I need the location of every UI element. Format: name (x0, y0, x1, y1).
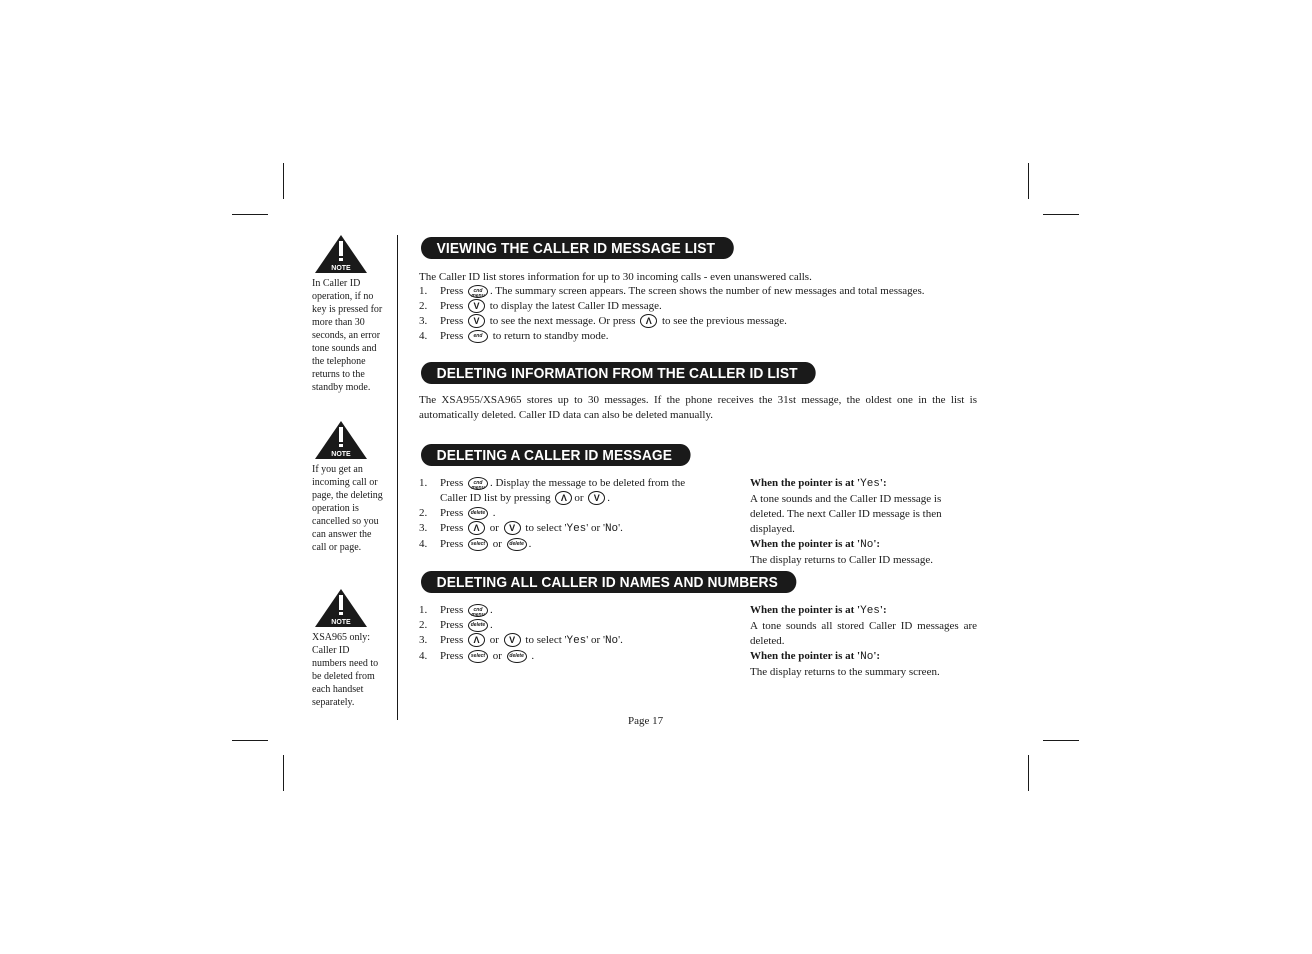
page-number: Page 17 (628, 715, 664, 727)
deleting-info-text: The XSA955/XSA965 stores up to 30 messages. If the phone receives the 31st message, the oldest one in the list is automatically deleted. Caller ID data can also be deleted manually. (419, 394, 977, 421)
warning-triangle-icon (314, 420, 368, 460)
note-label: NOTE (331, 619, 351, 626)
section-heading-deleting-all: DELETING ALL CALLER ID NAMES AND NUMBERS (421, 571, 796, 593)
menu-key-icon: cnd menu (468, 285, 488, 298)
delete-all-steps (419, 603, 719, 664)
note-label: NOTE (331, 451, 351, 458)
crop-mark (283, 163, 284, 199)
yes-label: When the pointer is at 'Yes': (750, 477, 887, 490)
yes-text: A tone sounds and the Caller ID message is deleted. The next Caller ID message is then displayed. (750, 493, 942, 535)
delete-key-icon: delete (468, 507, 488, 520)
list-item: 1. Press cnd menu . (419, 604, 493, 618)
up-arrow-key-icon: Λ (468, 521, 485, 535)
down-arrow-key-icon: V (588, 491, 605, 505)
select-key-icon: select (468, 538, 488, 551)
crop-mark (283, 755, 284, 791)
list-item: 3. Press V to see the next message. Or press Λ to see the previous message. (419, 315, 787, 327)
crop-mark (232, 740, 268, 741)
no-text: The display returns to the summary screen. (750, 666, 940, 678)
note-1 (312, 234, 386, 394)
list-item: 3. Press Λ or V to select 'Yes' or 'No'. (419, 634, 623, 647)
crop-mark (232, 214, 268, 215)
warning-triangle-icon (314, 588, 368, 628)
no-text: The display returns to Caller ID message. (750, 554, 933, 566)
note-label: NOTE (331, 265, 351, 272)
up-arrow-key-icon: Λ (468, 633, 485, 647)
section-heading-deleting-info: DELETING INFORMATION FROM THE CALLER ID LIST (421, 362, 816, 384)
note-text: XSA965 only: Caller ID numbers need to be deleted from each handset separately. (312, 632, 379, 708)
list-item: 4. Press select or delete . (419, 650, 535, 662)
end-key-icon: end (468, 330, 488, 343)
yes-text: A tone sounds all stored Caller ID messages are deleted. (750, 620, 977, 647)
list-item: 4. Press select or delete . (419, 538, 532, 550)
intro-text: The Caller ID list stores information for up to 30 incoming calls - even unanswered calls. (419, 271, 812, 283)
no-label: When the pointer is at 'No': (750, 538, 881, 551)
warning-triangle-icon (314, 234, 368, 274)
down-arrow-key-icon: V (468, 299, 485, 313)
viewing-steps (419, 284, 925, 344)
crop-mark (1043, 214, 1079, 215)
crop-mark (1028, 755, 1029, 791)
list-item: 2. Press delete . (419, 619, 493, 631)
section-heading-viewing: VIEWING THE CALLER ID MESSAGE LIST (421, 237, 733, 259)
menu-key-icon: cnd menu (468, 604, 488, 617)
list-item: 3. Press Λ or V to select 'Yes' or 'No'. (419, 522, 623, 535)
yes-label: When the pointer is at 'Yes': (750, 604, 887, 617)
note-2 (312, 420, 386, 554)
note-3 (312, 588, 386, 709)
delete-message-steps (419, 476, 719, 552)
list-item: 1. Press cnd menu . Display the message to be deleted from the Caller ID list by pressing Λ or V . (419, 477, 686, 504)
delete-key-icon: delete (468, 619, 488, 632)
list-item: 2. Press delete . (419, 507, 496, 519)
down-arrow-key-icon: V (468, 314, 485, 328)
down-arrow-key-icon: V (504, 633, 521, 647)
menu-key-icon: cnd menu (468, 477, 488, 490)
no-label: When the pointer is at 'No': (750, 650, 881, 663)
list-item: 1. Press cnd menu . The summary screen appears. The screen shows the number of new messages and total messages. (419, 285, 925, 299)
down-arrow-key-icon: V (504, 521, 521, 535)
delete-key-icon: delete (507, 650, 527, 663)
delete-all-results (750, 603, 977, 680)
section-heading-deleting-message: DELETING A CALLER ID MESSAGE (421, 444, 690, 466)
crop-mark (1028, 163, 1029, 199)
delete-key-icon: delete (507, 538, 527, 551)
note-text: If you get an incoming call or page, the deleting operation is cancelled so you can answer the call or page. (312, 464, 383, 553)
up-arrow-key-icon: Λ (640, 314, 657, 328)
list-item: 4. Press end to return to standby mode. (419, 330, 609, 342)
crop-mark (1043, 740, 1079, 741)
note-text: In Caller ID operation, if no key is pressed for more than 30 seconds, an error tone sounds and the telephone returns to the standby mode. (312, 278, 383, 393)
list-item: 2. Press V to display the latest Caller ID message. (419, 300, 662, 312)
select-key-icon: select (468, 650, 488, 663)
column-divider (397, 235, 398, 720)
delete-message-results (750, 476, 977, 568)
up-arrow-key-icon: Λ (555, 491, 572, 505)
